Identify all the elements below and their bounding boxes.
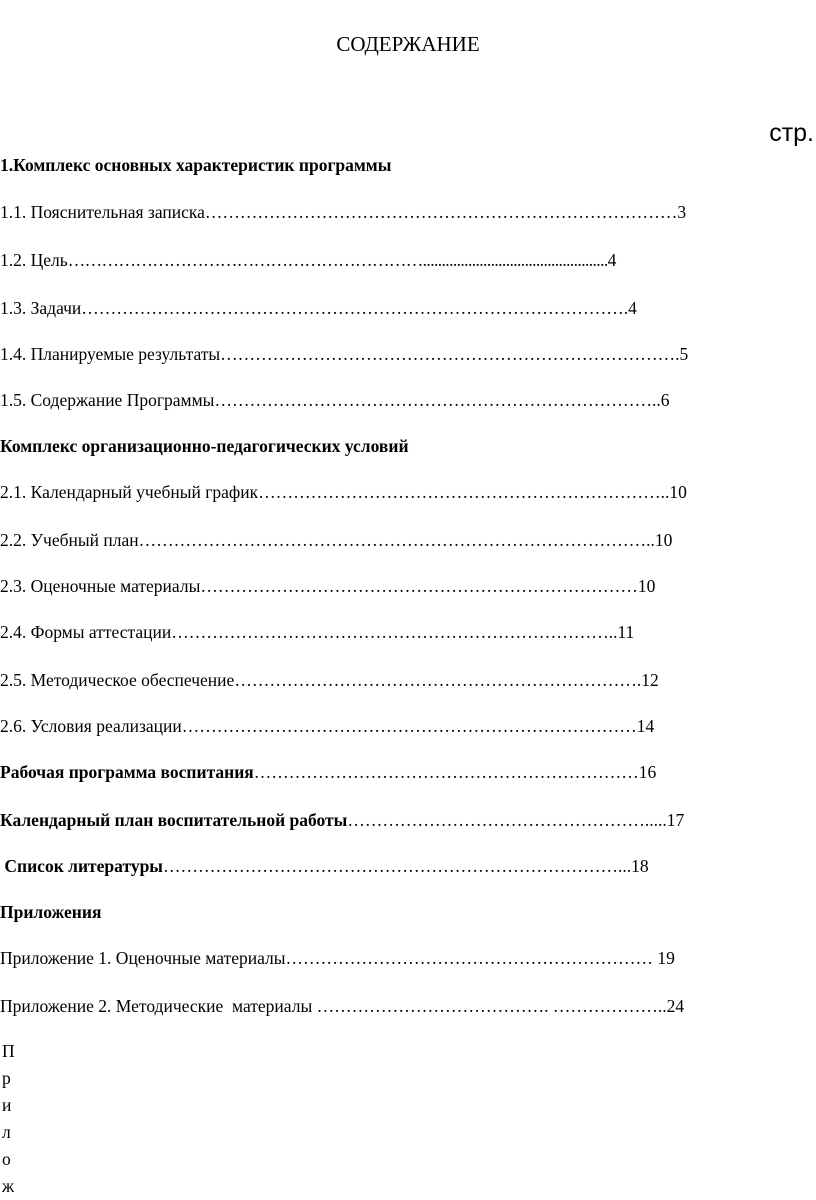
toc-page-number: 19 <box>657 948 675 968</box>
toc-page-number: 10 <box>637 576 656 596</box>
toc-appendix-heading: Приложения <box>0 902 102 922</box>
toc-leader-dots: ………………………………………………………................................................. <box>67 250 608 270</box>
toc-item-label: 2.6. Условия реализации <box>0 716 182 736</box>
toc-page-number: 10 <box>654 530 673 550</box>
toc-item-label: 2.5. Методическое обеспечение <box>0 670 235 690</box>
toc-page-number: 10 <box>669 482 687 502</box>
toc-item-1-1 <box>0 200 686 224</box>
toc-leader-dots: …………………………………. ……………….. <box>316 996 667 1016</box>
toc-item-label: 2.3. Оценочные материалы <box>0 576 201 596</box>
toc-leader-dots: ………………………………………………………………….. <box>214 390 661 410</box>
toc-item-2-2 <box>0 528 672 552</box>
toc-leader-dots: …………………………………………………………….. <box>258 482 670 502</box>
toc-item-2-3 <box>0 574 655 598</box>
toc-item-label: 1.2. Цель <box>0 250 68 270</box>
toc-page-number: 11 <box>617 622 635 642</box>
toc-item-1-3 <box>0 296 637 320</box>
toc-item-label: Список литературы <box>0 856 163 876</box>
toc-item-label: 2.2. Учебный план <box>0 530 139 550</box>
toc-page-number: 4 <box>607 250 617 270</box>
toc-page-number: 14 <box>636 716 655 736</box>
toc-item-calendar-plan <box>0 808 684 832</box>
toc-item-label: Приложение 1. Оценочные материалы <box>0 948 286 968</box>
toc-page-number: 3 <box>677 202 687 222</box>
toc-item-literature <box>0 854 649 878</box>
toc-leader-dots: ………………………………………………………… <box>253 762 639 782</box>
toc-item-label: 2.4. Формы аттестации <box>0 622 172 642</box>
toc-item-label: Рабочая программа воспитания <box>0 762 254 782</box>
toc-page-number: 17 <box>666 810 685 830</box>
toc-leader-dots: ……………………………………………..... <box>347 810 667 830</box>
toc-item-2-5 <box>0 668 659 692</box>
toc-leader-dots: …………………………………………………………………… <box>181 716 637 736</box>
document-title: СОДЕРЖАНИЕ <box>336 32 480 56</box>
toc-item-label: 1.4. Планируемые результаты <box>0 344 221 364</box>
toc-item-2-1 <box>0 480 687 504</box>
toc-page-number: 24 <box>666 996 685 1016</box>
toc-page-number: 5 <box>679 344 689 364</box>
vertical-letter: и <box>2 1095 12 1115</box>
vertical-letter: р <box>2 1068 11 1088</box>
toc-appendix-2 <box>0 994 684 1018</box>
toc-item-2-4 <box>0 620 634 644</box>
toc-item-label: 1.3. Задачи <box>0 298 82 318</box>
toc-item-2-6 <box>0 714 654 738</box>
vertical-letter: П <box>2 1041 15 1061</box>
vertical-letter: л <box>2 1122 11 1142</box>
toc-leader-dots: ……………………………………………………………………… <box>204 202 678 222</box>
toc-item-label: 1.1. Пояснительная записка <box>0 202 205 222</box>
toc-item-label: 1.5. Содержание Программы <box>0 390 215 410</box>
toc-item-work-program <box>0 760 656 784</box>
toc-page-number: 6 <box>660 390 670 410</box>
vertical-letter: ж <box>2 1176 15 1196</box>
toc-section-heading-2: Комплекс организационно-педагогических условий <box>0 436 409 456</box>
toc-leader-dots: …………………………………………………………………………………. <box>81 298 629 318</box>
toc-item-1-5 <box>0 388 669 412</box>
toc-page-number: 12 <box>641 670 659 690</box>
toc-appendix-1 <box>0 946 675 970</box>
toc-leader-dots: ……………………………………………………… <box>285 948 658 968</box>
toc-page-number: 4 <box>628 298 637 318</box>
toc-leader-dots: …………………………………………………………………………….. <box>138 530 655 550</box>
toc-leader-dots: ……………………………………………………………………... <box>162 856 632 876</box>
vertical-text-fragment <box>2 1038 22 1200</box>
toc-page-number: 16 <box>638 762 657 782</box>
toc-leader-dots: ……………………………………………………………………. <box>220 344 680 364</box>
page-number-column-label: стр. <box>769 119 814 147</box>
toc-page-number: 18 <box>631 856 649 876</box>
toc-leader-dots: ………………………………………………………………….. <box>171 622 618 642</box>
toc-section-heading-1: 1.Комплекс основных характеристик программы <box>0 155 392 175</box>
toc-item-label: Приложение 2. Методические материалы <box>0 996 317 1016</box>
toc-item-1-4 <box>0 342 688 366</box>
toc-item-label: 2.1. Календарный учебный график <box>0 482 259 502</box>
vertical-letter: о <box>2 1149 11 1169</box>
toc-leader-dots: ……………………………………………………………. <box>234 670 642 690</box>
toc-item-1-2 <box>0 248 616 272</box>
toc-item-label: Календарный план воспитательной работы <box>0 810 348 830</box>
toc-leader-dots: ………………………………………………………………… <box>200 576 638 596</box>
